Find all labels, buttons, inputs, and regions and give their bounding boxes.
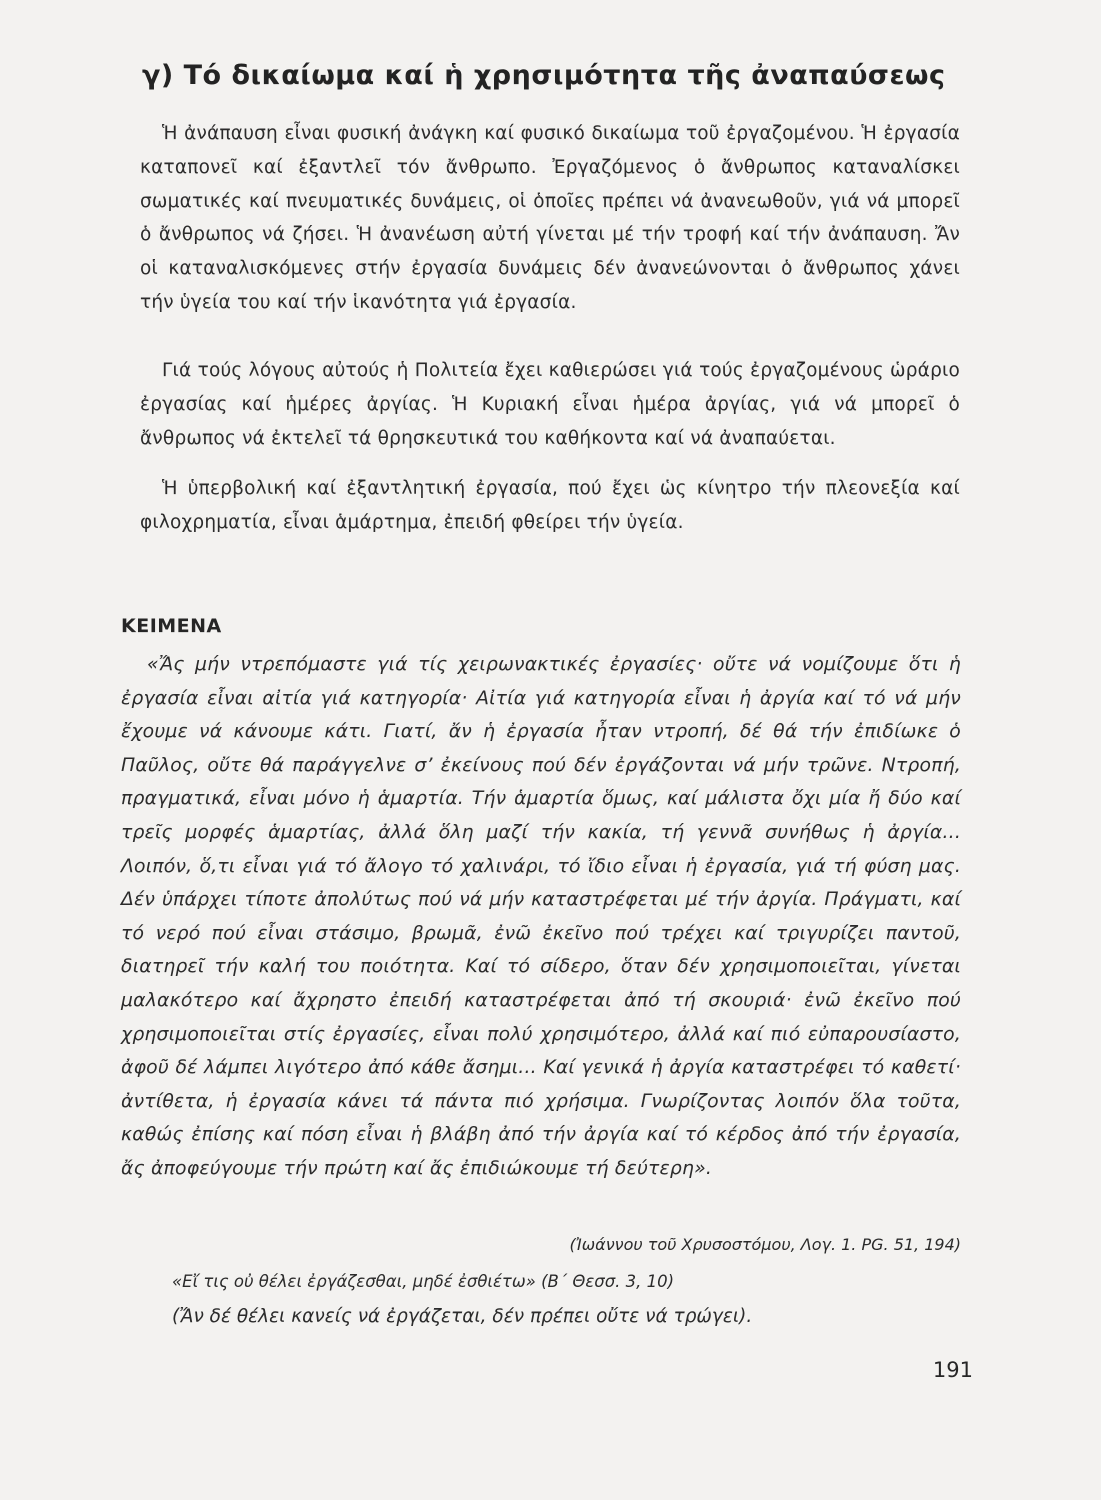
scripture-verse: «Εἴ τις οὐ θέλει ἐργάζεσθαι, μηδέ ἐσθιέτω» (Β´ Θεσσ. 3, 10) xyxy=(172,1272,675,1291)
body-paragraph: Γιά τούς λόγους αὐτούς ἡ Πολιτεία ἔχει καθιερώσει γιά τούς ἐργαζομένους ὡράριο ἐργασίας καί ἡμέρες ἀργίας. Ἡ Κυριακή εἶναι ἡμέρα ἀργίας, γιά νά μπορεῖ ὁ ἄνθρωπος νά ἐκτελεῖ τά θρησκευτικά του καθήκοντα καί νά ἀναπαύεται. xyxy=(140,360,960,449)
chrysostom-quote: «Ἄς μήν ντρεπόμαστε γιά τίς χειρωνακτικές ἐργασίες· οὔτε νά νομίζουμε ὅτι ἡ ἐργασία εἶναι αἰτία γιά κατηγορία· Αἰτία γιά κατηγορία εἶναι ἡ ἀργία καί τό νά μήν ἔχουμε νά κάνουμε κάτι. Γιατί, ἄν ἡ ἐργασία ἦταν ντροπή, δέ θά τήν ἐπιδίωκε ὁ Παῦλος, οὔτε θά παράγγελνε σ’ ἐκείνους πού δέν ἐργάζονται νά μήν τρῶνε. Ντροπή, πραγματικά, εἶναι μόνο ἡ ἁμαρτία. Τήν ἁμαρτία ὅμως, καί μάλιστα ὄχι μία ἤ δύο καί τρεῖς μορφές ἁμαρτίας, ἀλλά ὅλη μαζί τήν κακία, τή γεννᾶ συνήθως ἡ ἀργία... Λοιπόν, ὅ,τι εἶναι γιά τό ἄλογο τό χαλινάρι, τό ἴδιο εἶναι ἡ ἐργασία, γιά τή φύση μας. Δέν ὑπάρχει τίποτε ἀπολύτως πού νά μήν καταστρέφεται μέ τήν ἀργία. Πράγματι, καί τό νερό πού εἶναι στάσιμο, βρωμᾶ, ἐνῶ ἐκεῖνο πού τρέχει καί τριγυρίζει παντοῦ, διατηρεῖ τήν καλή του ποιότητα. Καί τό σίδερο, ὅταν δέν χρησιμοποιεῖται, γίνεται μαλακότερο καί ἄχρηστο ἐπειδή καταστρέφεται ἀπό τή σκουριά· ἐνῶ ἐκεῖνο πού χρησιμοποιεῖται στίς ἐργασίες, εἶναι πολύ χρησιμότερο, ἀλλά καί πιό εὐπαρουσίαστο, ἀφοῦ δέ λάμπει λιγότερο ἀπό κάθε ἄσημι... Καί γενικά ἡ ἀργία καταστρέφει τό καθετί· ἀντίθετα, ἡ ἐργασία κάνει τά πάντα πιό χρήσιμα. Γνωρίζοντας λοιπόν ὅλα τοῦτα, καθώς ἐπίσης καί πόση εἶναι ἡ βλάβη ἀπό τήν ἀργία καί τό κέρδος ἀπό τήν ἐργασία, ἄς ἀποφεύγουμε τήν πρώτη καί ἄς ἐπιδιώκουμε τή δεύτερη». xyxy=(121,654,961,1179)
body-paragraph-3-container xyxy=(140,472,960,540)
body-paragraph: Ἡ ὑπερβολική καί ἐξαντλητική ἐργασία, πού ἔχει ὡς κίνητρο τήν πλεονεξία καί φιλοχρηματία, εἶναι ἁμάρτημα, ἐπειδή φθείρει τήν ὑγεία. xyxy=(140,478,960,533)
body-paragraph: Ἡ ἀνάπαυση εἶναι φυσική ἀνάγκη καί φυσικό δικαίωμα τοῦ ἐργαζομένου. Ἡ ἐργασία καταπονεῖ καί ἐξαντλεῖ τόν ἄνθρωπο. Ἐργαζόμενος ὁ ἄνθρωπος καταναλίσκει σωματικές καί πνευματικές δυνάμεις, οἱ ὁποῖες πρέπει νά ἀνανεωθοῦν, γιά νά μπορεῖ ὁ ἄνθρωπος νά ζήσει. Ἡ ἀνανέωση αὐτή γίνεται μέ τήν τροφή καί τήν ἀνάπαυση. Ἄν οἱ καταναλισκόμενες στήν ἐργασία δυνάμεις δέν ἀνανεώνονται ὁ ἄνθρωπος χάνει τήν ὑγεία του καί τήν ἱκανότητα γιά ἐργασία. xyxy=(140,123,960,313)
body-paragraph-1-container xyxy=(140,117,960,320)
body-paragraph-2-container xyxy=(140,354,960,455)
quote-attribution: (Ἰωάννου τοῦ Χρυσοστόμου, Λογ. 1. PG. 51, 194) xyxy=(569,1235,961,1254)
texts-section-title: ΚΕΙΜΕΝΑ xyxy=(121,615,222,637)
page-number: 191 xyxy=(932,1358,973,1382)
scripture-verse-translation: (Ἄν δέ θέλει κανείς νά ἐργάζεται, δέν πρέπει οὔτε νά τρώγει). xyxy=(172,1306,753,1327)
section-heading: γ) Τό δικαίωμα καί ἡ χρησιμότητα τῆς ἀναπαύσεως xyxy=(142,60,946,91)
